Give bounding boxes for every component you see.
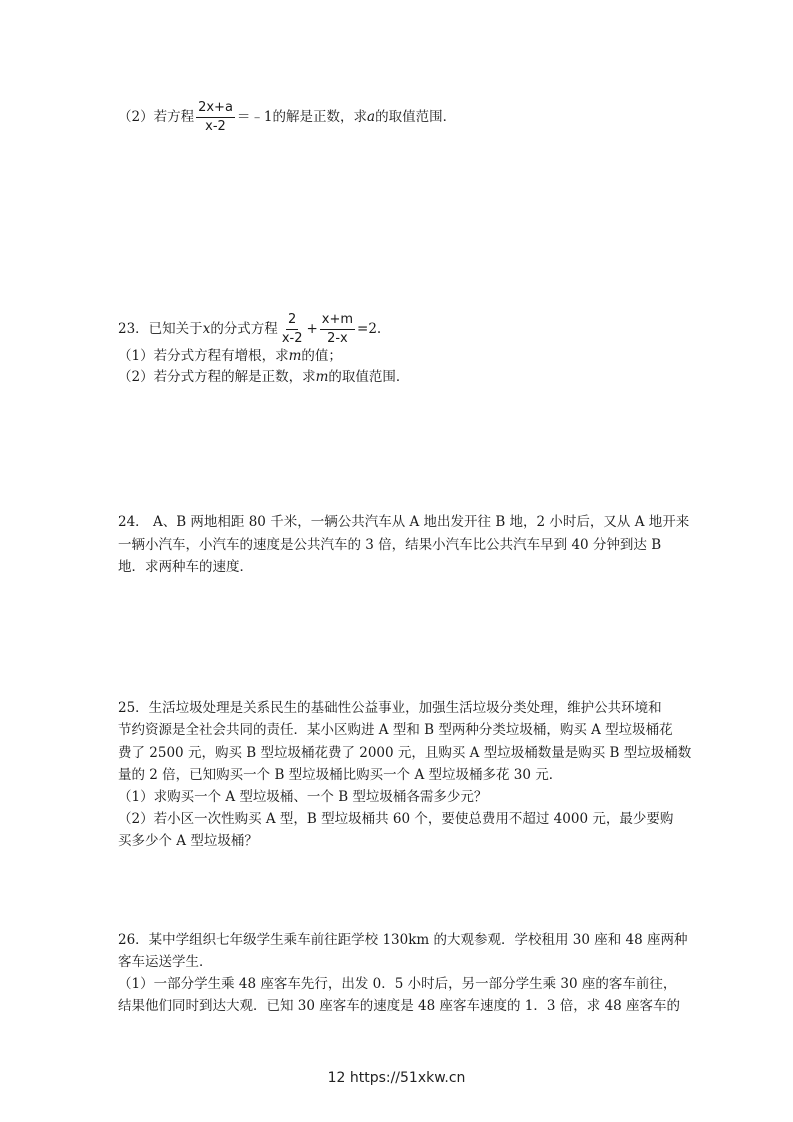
q26-line-2: 客车运送学生． <box>118 954 213 970</box>
q23-intro <box>118 312 381 347</box>
q26-line-3: （1）一部分学生乘 48 座客车先行，出发 0．5 小时后，另一部分学生乘 30 座的客车前往， <box>118 976 677 992</box>
q25-line-6: （2）若小区一次性购买 A 型，B 型垃圾桶共 60 个，要使总费用不超过 4000 元，最少要购 <box>118 811 674 827</box>
q23-p1-var: m <box>288 348 302 364</box>
q23-part1 <box>118 346 342 366</box>
q23-fraction-2 <box>320 312 355 347</box>
q23-p1-text-b: 的值； <box>301 348 342 364</box>
q25-line-2: 节约资源是全社会共同的责任．某小区购进 A 型和 B 型两种分类垃圾桶，购买 A 型垃圾桶花 <box>118 722 673 738</box>
q25-line-1: 25．生活垃圾处理是关系民生的基础性公益事业，加强生活垃圾分类处理，维护公共环境和 <box>118 700 662 716</box>
q24-line-1: 24． A、B 两地相距 80 千米，一辆公共汽车从 A 地出发开往 B 地，2 小时后，又从 A 地开来 <box>118 514 690 530</box>
q22-part2 <box>118 100 456 135</box>
q23-frac2-num: x+m <box>320 312 355 330</box>
q22-frac-num: 2x+a <box>196 100 235 118</box>
q23-part2 <box>118 367 409 387</box>
q23-intro-text-b: 的分式方程 <box>210 321 278 337</box>
q23-var-x: x <box>202 321 211 337</box>
q23-fraction-1 <box>280 312 305 347</box>
q24-line-2: 一辆小汽车，小汽车的速度是公共汽车的 3 倍，结果小汽车比公共汽车早到 40 分钟到达 B <box>118 537 662 553</box>
q26-line-4: 结果他们同时到达大观．已知 30 座客车的速度是 48 座客车速度的 1．3 倍，求 48 座客车的 <box>118 998 681 1014</box>
q26-line-1: 26．某中学组织七年级学生乘车前往距学校 130km 的大观参观．学校租用 30 座和 48 座两种 <box>118 932 688 948</box>
page-footer: 12 https://51xkw.cn <box>327 1070 466 1086</box>
q25-line-7: 买多少个 A 型垃圾桶？ <box>118 833 258 849</box>
q23-frac1-num: 2 <box>286 312 298 330</box>
q25-line-3: 费了 2500 元，购买 B 型垃圾桶花费了 2000 元，且购买 A 型垃圾桶数量是购买 B 型垃圾桶数 <box>118 745 692 761</box>
q22-frac-den: x-2 <box>205 119 226 134</box>
q22-prefix: （2）若方程 <box>118 109 195 125</box>
q24-line-3: 地．求两种车的速度． <box>118 559 253 575</box>
q22-var: a <box>367 109 376 125</box>
q22-suffix: 的取值范围． <box>375 109 457 125</box>
q23-equals: =2. <box>357 321 382 337</box>
q22-fraction <box>196 100 235 135</box>
q23-frac1-den: x-2 <box>281 331 303 346</box>
q23-plus: + <box>306 321 318 337</box>
q23-p2-text-b: 的取值范围． <box>328 369 410 385</box>
q22-mid: ＝﹣1的解是正数，求 <box>236 109 368 125</box>
q23-frac2-den: 2-x <box>327 331 348 346</box>
q23-p1-text: （1）若分式方程有增根，求 <box>118 348 289 364</box>
q25-line-4: 量的 2 倍，已知购买一个 B 型垃圾桶比购买一个 A 型垃圾桶多花 30 元． <box>118 767 563 783</box>
q25-line-5: （1）求购买一个 A 型垃圾桶、一个 B 型垃圾桶各需多少元？ <box>118 789 488 805</box>
q23-intro-text: 23．已知关于 <box>118 321 203 337</box>
q23-p2-text: （2）若分式方程的解是正数，求 <box>118 369 316 385</box>
q23-p2-var: m <box>315 369 329 385</box>
